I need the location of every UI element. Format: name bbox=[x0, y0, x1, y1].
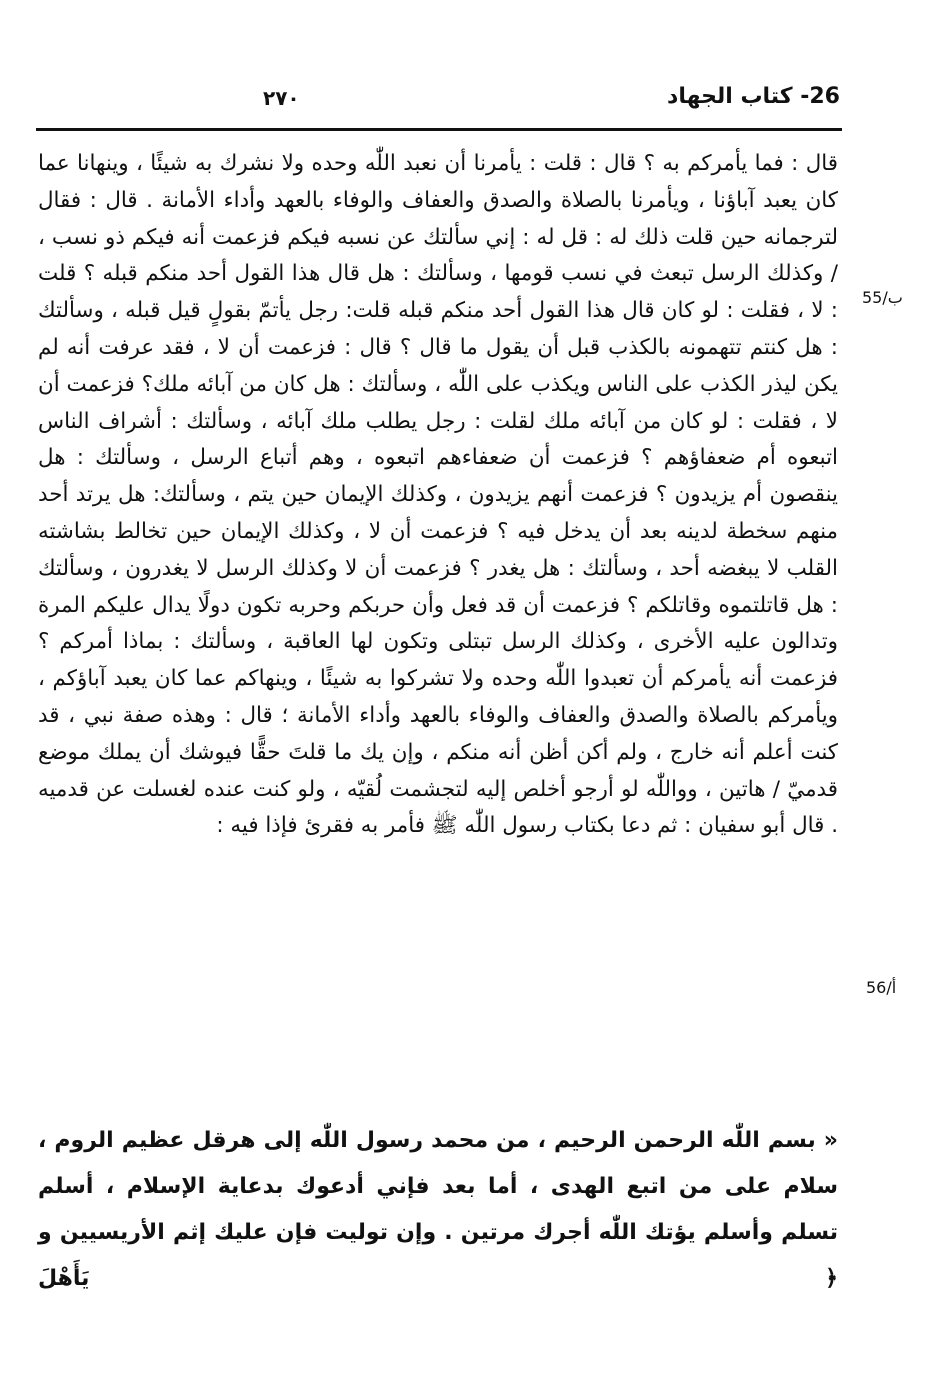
header-rule bbox=[36, 128, 842, 131]
marginal-note-folio-55b: 55/ب bbox=[862, 288, 903, 307]
page-number: ٢٧٠ bbox=[263, 86, 300, 110]
marginal-note-folio-56a: 56/أ bbox=[866, 978, 897, 997]
letter-paragraph: « بسم اللّٰه الرحمن الرحيم ، من محمد رسول اللّٰه إلى هرقل عظيم الروم ، سلام على من اتبع الهدى ، أما بعد فإني أدعوك بدعاية الإسلام ، أسلم تسلم وأسلم يؤتك اللّٰه أجرك مرتين . وإن توليت فإن عليك إثم الأريسيين و ﴿ يَأَهْلَ bbox=[38, 1128, 838, 1291]
chapter-title: 26- كتاب الجهاد bbox=[667, 84, 840, 109]
body-text bbox=[38, 146, 838, 845]
running-header bbox=[38, 78, 840, 118]
letter-quote bbox=[38, 1118, 838, 1302]
body-paragraph: قال : فما يأمركم به ؟ قال : قلت : يأمرنا أن نعبد اللّٰه وحده ولا نشرك به شيئًا ، وينهانا عما كان يعبد آباؤنا ، ويأمرنا بالصلاة والصدق والعفاف والوفاء بالعهد وأداء الأمانة . قال : فقال لترجمانه حين قلت ذلك له : قل له : إني سألتك عن نسبه فيكم فزعمت أنه فيكم ذو نسب ، / وكذلك الرسل تبعث في نسب قومها ، وسألتك : هل قال هذا القول أحد منكم قبله ؟ قلت : لا ، فقلت : لو كان قال هذا القول أحد منكم قبله قلت: رجل يأتمّ بقولٍ قيل قبله ، وسألتك : هل كنتم تتهمونه بالكذب قبل أن يقول ما قال ؟ قال : فزعمت أن لا ، فقد عرفت أنه لم يكن ليذر الكذب على الناس ويكذب على اللّٰه ، وسألتك : هل كان من آبائه ملك؟ فزعمت أن لا ، فقلت : لو كان من آبائه ملك لقلت : رجل يطلب ملك آبائه ، وسألتك : أشراف الناس اتبعوه أم ضعفاؤهم ؟ فزعمت أن ضعفاءهم اتبعوه ، وهم أتباع الرسل ، وسألتك : هل ينقصون أم يزيدون ؟ فزعمت أنهم يزيدون ، وكذلك الإيمان حين يتم ، وسألتك: هل يرتد أحد منهم سخطة لدينه بعد أن يدخل فيه ؟ فزعمت أن لا ، وكذلك الإيمان حين تخالط بشاشته القلب لا يبغضه أحد ، وسألتك : هل يغدر ؟ فزعمت أن لا وكذلك الرسل لا يغدرون ، وسألتك : هل قاتلتموه وقاتلكم ؟ فزعمت أن قد فعل وأن حربكم وحربه تكون دولًا يدال عليكم المرة وتدالون عليه الأخرى ، وكذلك الرسل تبتلى وتكون لها العاقبة ، وسألتك : بماذا أمركم ؟ فزعمت أنه يأمركم أن تعبدوا اللّٰه وحده ولا تشركوا به شيئًا ، وينهاكم عما كان يعبد آباؤكم ، ويأمركم بالصلاة والصدق والعفاف والوفاء بالعهد وأداء الأمانة ؛ قال : وهذه صفة نبي ، قد كنت أعلم أنه خارج ، ولم أكن أظن أنه منكم ، وإن يك ما قلتَ حقًّا فيوشك أن يملك موضع قدميّ / هاتين ، وواللّٰه لو أرجو أخلص إليه لتجشمت لُقيّه ، ولو كنت عنده لغسلت عن قدميه . قال أبو سفيان : ثم دعا بكتاب رسول اللّٰه ﷺ فأمر به فقرئ فإذا فيه : bbox=[38, 151, 838, 839]
